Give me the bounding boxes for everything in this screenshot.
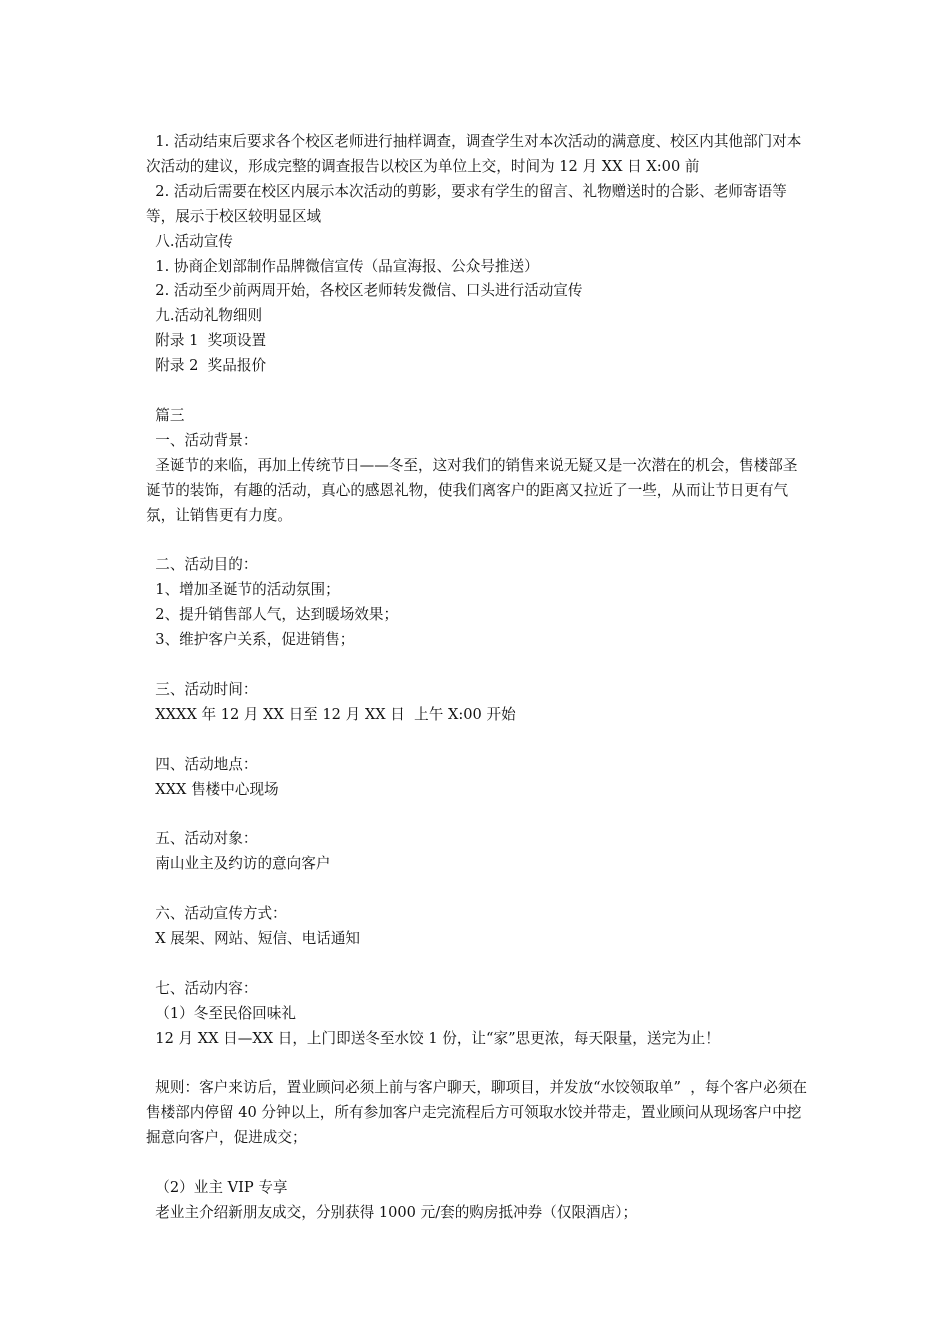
spacer [146, 728, 810, 753]
place-text: XXX 售楼中心现场 [146, 780, 279, 798]
publicity-heading: 八.活动宣传 [146, 232, 233, 250]
survey-item-1: 1. 活动结束后要求各个校区老师进行抽样调查，调查学生对本次活动的满意度、校区内其他部门对本次活动的建议，形成完整的调查报告以校区为单位上交，时间为 12 月 XX 日 X:00 前 [146, 133, 802, 175]
background-text: 圣诞节的来临，再加上传统节日——冬至，这对我们的销售来说无疑又是一次潜在的机会，售楼部圣诞节的装饰，有趣的活动，真心的感恩礼物，使我们离客户的距离又拉近了一些，从而让节日更有气氛，让销售更有力度。 [146, 456, 798, 524]
target-heading: 五、活动对象： [146, 830, 258, 848]
spacer [146, 1151, 810, 1176]
sub1-text: 12 月 XX 日—XX 日，上门即送冬至水饺 1 份，让“家”思更浓，每天限量，送完为止！ [146, 1029, 720, 1047]
display-item-2: 2. 活动后需要在校区内展示本次活动的剪影，要求有学生的留言、礼物赠送时的合影、老师寄语等等，展示于校区较明显区域 [146, 182, 787, 225]
spacer [146, 877, 810, 902]
publicity-item-1: 1. 协商企划部制作品牌微信宣传（品宣海报、公众号推送） [146, 257, 539, 275]
spacer [146, 952, 810, 977]
appendix-1: 附录 1 奖项设置 [146, 332, 267, 350]
promo-text: X 展架、网站、短信、电话通知 [146, 929, 361, 947]
rules-text: 规则：客户来访后，置业顾问必须上前与客户聊天，聊项目，并发放“水饺领取单” ，每个客户必须在售楼部内停留 40 分钟以上，所有参加客户走完流程后方可领取水饺并带走，置业顾问从现场客户中挖掘意向客户，促进成交； [146, 1079, 808, 1147]
sub1-heading: （1）冬至民俗回味礼 [146, 1004, 296, 1022]
spacer [146, 1051, 810, 1076]
document-body [146, 130, 810, 1226]
purpose-item: 2、提升销售部人气，达到暖场效果； [146, 606, 399, 624]
spacer [146, 802, 810, 827]
purpose-item: 3、维护客户关系，促进销售； [146, 631, 355, 649]
place-heading: 四、活动地点： [146, 755, 258, 773]
sub2-text: 老业主介绍新朋友成交，分别获得 1000 元/套的购房抵冲券（仅限酒店）； [146, 1203, 638, 1221]
time-text: XXXX 年 12 月 XX 日至 12 月 XX 日 上午 X:00 开始 [146, 705, 516, 723]
spacer [146, 653, 810, 678]
background-heading: 一、活动背景： [146, 431, 258, 449]
section-title: 篇三 [146, 406, 185, 424]
purpose-item: 1、增加圣诞节的活动氛围； [146, 581, 340, 599]
sub2-heading: （2）业主 VIP 专享 [146, 1178, 288, 1196]
gifts-heading: 九.活动礼物细则 [146, 307, 263, 325]
content-heading: 七、活动内容： [146, 979, 258, 997]
spacer [146, 528, 810, 553]
spacer [146, 379, 810, 404]
target-text: 南山业主及约访的意向客户 [146, 855, 331, 873]
publicity-item-2: 2. 活动至少前两周开始，各校区老师转发微信、口头进行活动宣传 [146, 282, 583, 300]
purpose-heading: 二、活动目的： [146, 556, 258, 574]
appendix-2: 附录 2 奖品报价 [146, 357, 267, 375]
time-heading: 三、活动时间： [146, 680, 258, 698]
promo-heading: 六、活动宣传方式： [146, 905, 287, 922]
